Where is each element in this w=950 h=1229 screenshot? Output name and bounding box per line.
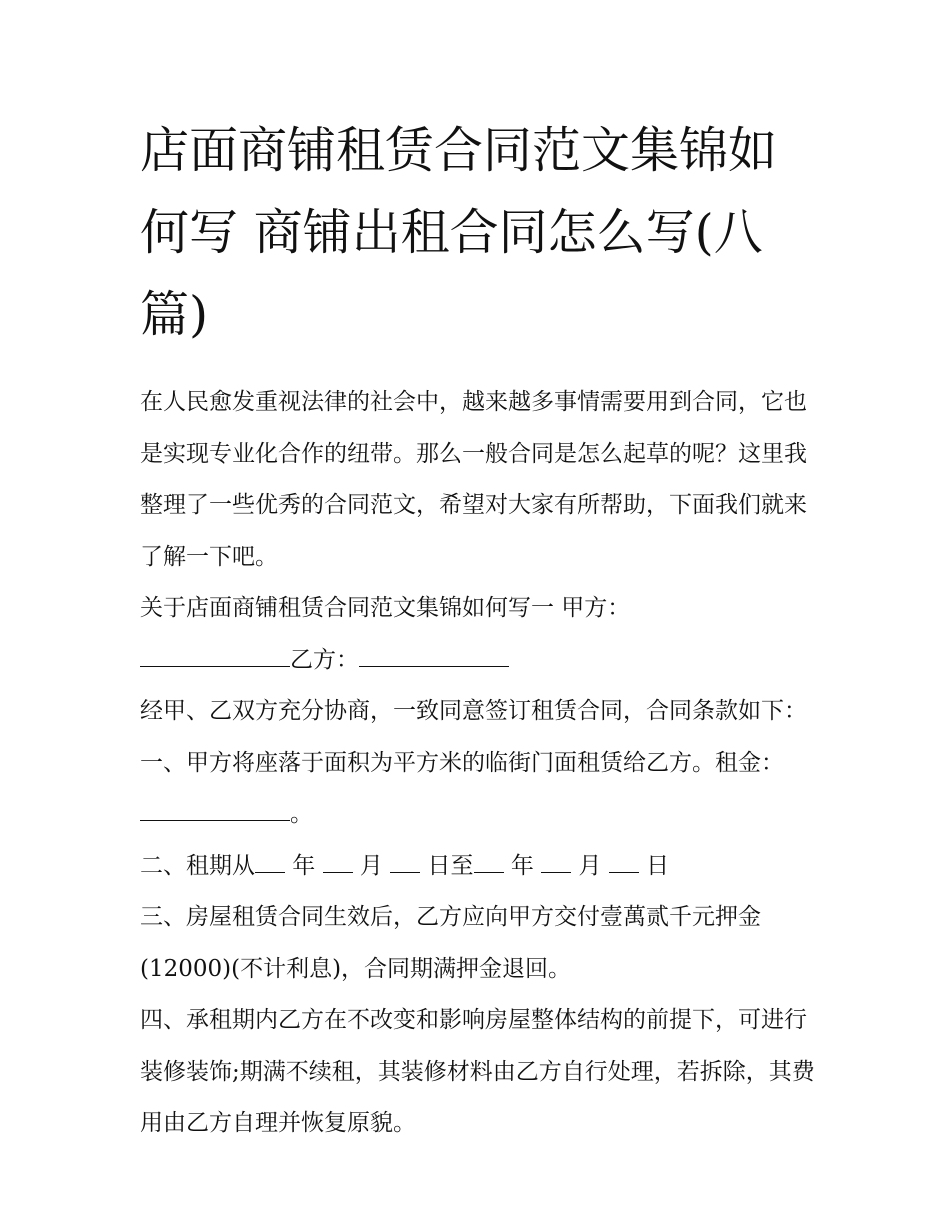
start-day-blank [390,846,420,873]
party-b-line [140,635,820,687]
agreement-text: 经甲、乙双方充分协商，一致同意签订租赁合同，合同条款如下： 一、甲方将座落于面积为平方米的临街门面租赁给乙方。租金： [140,698,822,776]
intro-paragraph: 在人民愈发重视法律的社会中，越来越多事情需要用到合同，它也是实现专业化合作的纽带。那么一般合同是怎么起草的呢？这里我整理了一些优秀的合同范文，希望对大家有所帮助，下面我们就来了解一下吧。 [140,389,807,570]
end-day-blank [609,846,639,873]
clause-three: 三、房屋租赁合同生效后，乙方应向甲方交付壹萬贰千元押金(12000)(不计利息)，合同期满押金退回。 [140,904,761,982]
year-label-2: 年 [503,852,542,879]
end-year-blank [474,846,504,873]
month-label-2: 月 [571,852,609,879]
rent-period-end: 。 [290,801,313,827]
document-page [140,110,820,1150]
party-a-blank [140,640,290,667]
clause-four: 四、承租期内乙方在不改变和影响房屋整体结构的前提下，可进行装修装饰;期满不续租，其装修材料由乙方自行处理，若拆除，其费用由乙方自理并恢复原貌。 [140,1007,815,1136]
month-label-1: 月 [352,852,391,879]
rent-blank [140,794,290,821]
day-to-label: 日至 [420,852,474,879]
party-b-blank [359,640,509,667]
day-label-2: 日 [638,852,670,879]
party-b-label: 乙方： [290,646,359,673]
start-month-blank [323,846,353,873]
year-label-1: 年 [285,852,323,879]
period-clause [140,841,820,893]
start-year-blank [255,846,285,873]
agreement-paragraph [140,686,820,841]
end-month-blank [541,846,571,873]
document-title: 店面商铺租赁合同范文集锦如何写 商铺出租合同怎么写(八篇) [140,122,778,343]
period-prefix: 二、租期从 [140,852,255,879]
section-heading: 关于店面商铺租赁合同范文集锦如何写一 甲方： [140,595,631,621]
